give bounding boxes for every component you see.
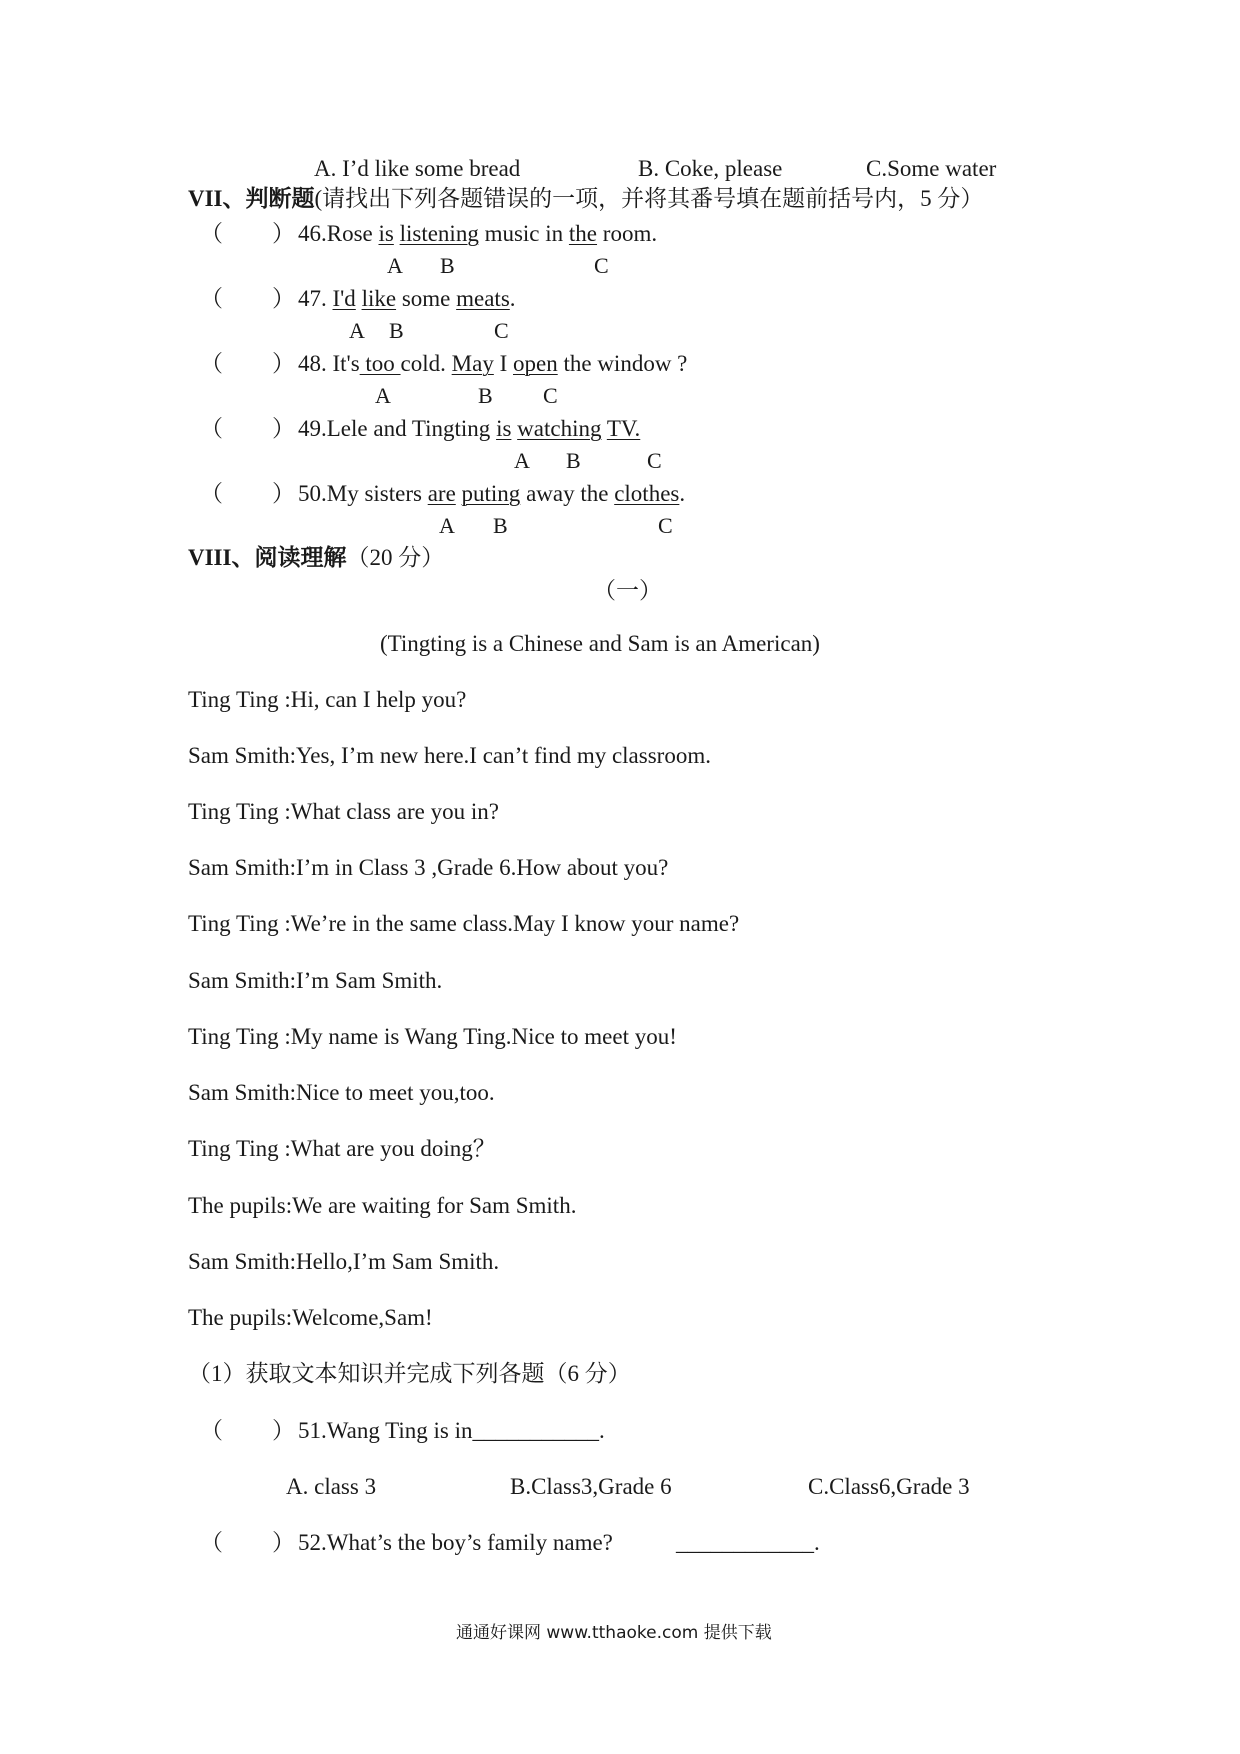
q48-part-b: May [451, 351, 494, 376]
q49-part-c: TV. [606, 416, 641, 441]
footer-source: 通通好课网 www.tthaoke.com 提供下载 [456, 1623, 772, 1643]
dialogue-line: Ting Ting :What are you doing？ [188, 1136, 496, 1161]
q49-letter-a: A [514, 448, 530, 473]
q46-letter-a: A [387, 253, 403, 278]
q51-open-paren: （ [200, 1418, 223, 1443]
passage-part-label: （一） [593, 578, 662, 603]
q47-part-b: like [361, 286, 397, 311]
option-b: B. Coke, please [638, 156, 783, 181]
q48-open-paren: （ [200, 351, 223, 376]
q46-letter-c: C [594, 253, 609, 278]
q50-letter-b: B [493, 513, 508, 538]
dialogue-line: Sam Smith:I’m Sam Smith. [188, 968, 443, 993]
q51-question: 51.Wang Ting is in___________. [298, 1418, 605, 1443]
q50-letter-c: C [658, 513, 673, 538]
q50-part-c: clothes [614, 481, 680, 506]
q48-letter-a: A [375, 383, 391, 408]
dialogue-line: Sam Smith:Hello,I’m Sam Smith. [188, 1249, 500, 1274]
q49-letter-b: B [566, 448, 581, 473]
q46-part-a: is [378, 221, 394, 246]
q49-letter-c: C [647, 448, 662, 473]
q48-part-a: too [359, 351, 401, 376]
q47-letter-b: B [389, 318, 404, 343]
q52-question: 52.What’s the boy’s family name? [298, 1530, 613, 1555]
q52-close-paren: ） [272, 1530, 295, 1555]
q47-letter-c: C [494, 318, 509, 343]
q50-part-a: are [427, 481, 456, 506]
q51-close-paren: ） [272, 1418, 295, 1443]
q48-sentence: 48. It's too cold. May I open the window ? [298, 351, 688, 376]
q46-close-paren: ） [272, 221, 295, 246]
q47-close-paren: ） [272, 286, 295, 311]
q51-option-b: B.Class3,Grade 6 [510, 1474, 672, 1499]
dialogue-line: Sam Smith:Nice to meet you,too. [188, 1080, 495, 1105]
task-heading: （1）获取文本知识并完成下列各题（6 分） [188, 1361, 631, 1386]
dialogue-line: Ting Ting :Hi, can I help you? [188, 687, 467, 712]
dialogue-line: The pupils:We are waiting for Sam Smith. [188, 1193, 577, 1218]
q47-open-paren: （ [200, 286, 223, 311]
q49-part-a: is [496, 416, 512, 441]
section-7-instruction: (请找出下列各题错误的一项，并将其番号填在题前括号内，5 分） [314, 186, 984, 211]
dialogue-line: Ting Ting :What class are you in? [188, 799, 499, 824]
q52-answer-blank: ____________. [676, 1530, 820, 1555]
q48-letter-b: B [478, 383, 493, 408]
q48-letter-c: C [543, 383, 558, 408]
q49-open-paren: （ [200, 416, 223, 441]
section-8-heading: VIII、阅读理解 [188, 545, 347, 570]
section-7-heading: VII、判断题 [188, 186, 315, 211]
q50-close-paren: ） [272, 481, 295, 506]
q47-sentence: 47. I'd like some meats. [298, 286, 516, 311]
option-a: A. I’d like some bread [314, 156, 521, 181]
q49-sentence: 49.Lele and Tingting is watching TV. [298, 416, 641, 441]
q50-part-b: puting [461, 481, 521, 506]
section-8-score: （20 分） [346, 545, 445, 570]
q50-sentence: 50.My sisters are puting away the clothes. [298, 481, 686, 506]
q52-open-paren: （ [200, 1530, 223, 1555]
q48-part-c: open [513, 351, 558, 376]
dialogue-line: Ting Ting :My name is Wang Ting.Nice to meet you! [188, 1024, 677, 1049]
passage-intro: (Tingting is a Chinese and Sam is an American) [380, 631, 820, 656]
q46-part-c: the [568, 221, 598, 246]
q47-part-c: meats [456, 286, 510, 311]
option-c: C.Some water [866, 156, 997, 181]
q50-open-paren: （ [200, 481, 223, 506]
section-7-title [188, 187, 983, 210]
q46-sentence: 46.Rose is listening music in the room. [298, 221, 658, 246]
q47-part-a: I'd [332, 286, 356, 311]
dialogue-line: Sam Smith:I’m in Class 3 ,Grade 6.How about you? [188, 855, 669, 880]
q49-close-paren: ） [272, 416, 295, 441]
q51-option-c: C.Class6,Grade 3 [808, 1474, 970, 1499]
q49-part-b: watching [517, 416, 602, 441]
section-8-title [188, 546, 444, 569]
q51-option-a: A. class 3 [286, 1474, 377, 1499]
dialogue-line: Ting Ting :We’re in the same class.May I know your name? [188, 911, 740, 936]
q46-open-paren: （ [200, 221, 223, 246]
q47-letter-a: A [349, 318, 365, 343]
q50-letter-a: A [439, 513, 455, 538]
q46-letter-b: B [440, 253, 455, 278]
q46-part-b: listening [399, 221, 479, 246]
q48-close-paren: ） [272, 351, 295, 376]
dialogue-line: The pupils:Welcome,Sam! [188, 1305, 433, 1330]
dialogue-line: Sam Smith:Yes, I’m new here.I can’t find my classroom. [188, 743, 711, 768]
